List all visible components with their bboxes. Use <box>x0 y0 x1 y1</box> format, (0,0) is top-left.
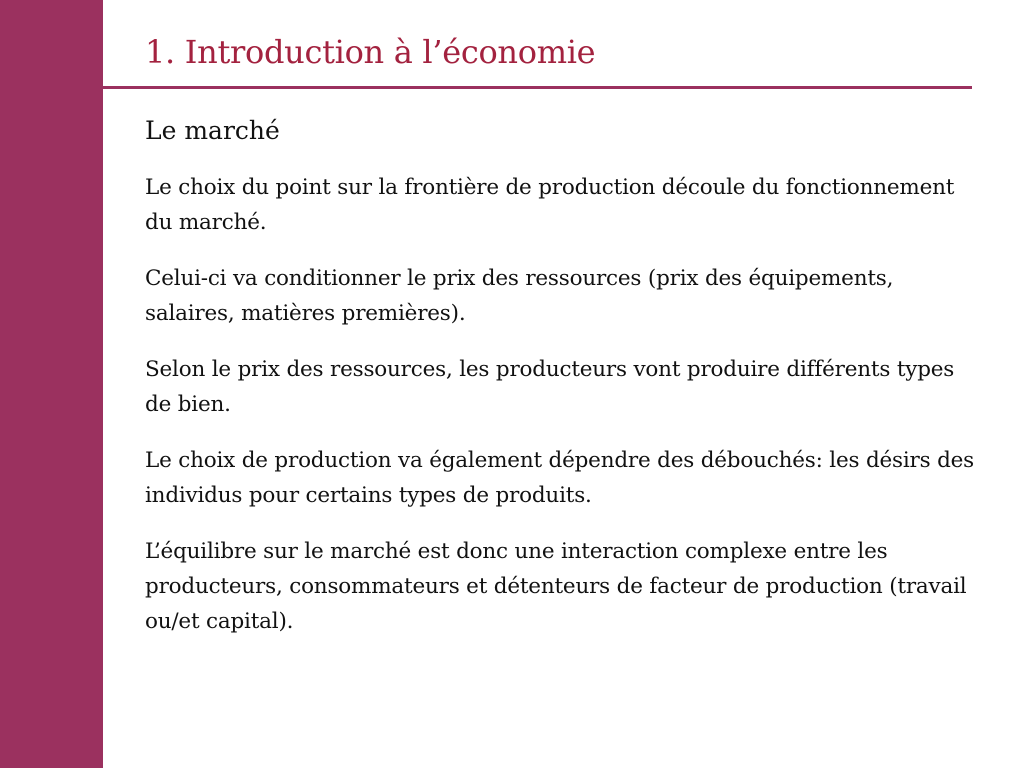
paragraph: Le choix de production va également dépendre des débouchés: les désirs des individus pour certains types de produits. <box>145 448 975 508</box>
paragraph: L’équilibre sur le marché est donc une interaction complexe entre les producteurs, consommateurs et détenteurs de facteur de production (travail ou/et capital). <box>145 539 967 634</box>
paragraph: Celui-ci va conditionner le prix des ressources (prix des équipements, salaires, matières premières). <box>145 266 894 326</box>
section-heading: Le marché <box>145 116 280 145</box>
left-accent-bar <box>0 0 103 768</box>
slide-title: 1. Introduction à l’économie <box>145 33 596 71</box>
slide-body <box>145 113 975 660</box>
paragraph: Selon le prix des ressources, les producteurs vont produire différents types de bien. <box>145 357 955 417</box>
title-divider <box>35 86 972 89</box>
paragraph: Le choix du point sur la frontière de production découle du fonctionnement du marché. <box>145 175 955 235</box>
